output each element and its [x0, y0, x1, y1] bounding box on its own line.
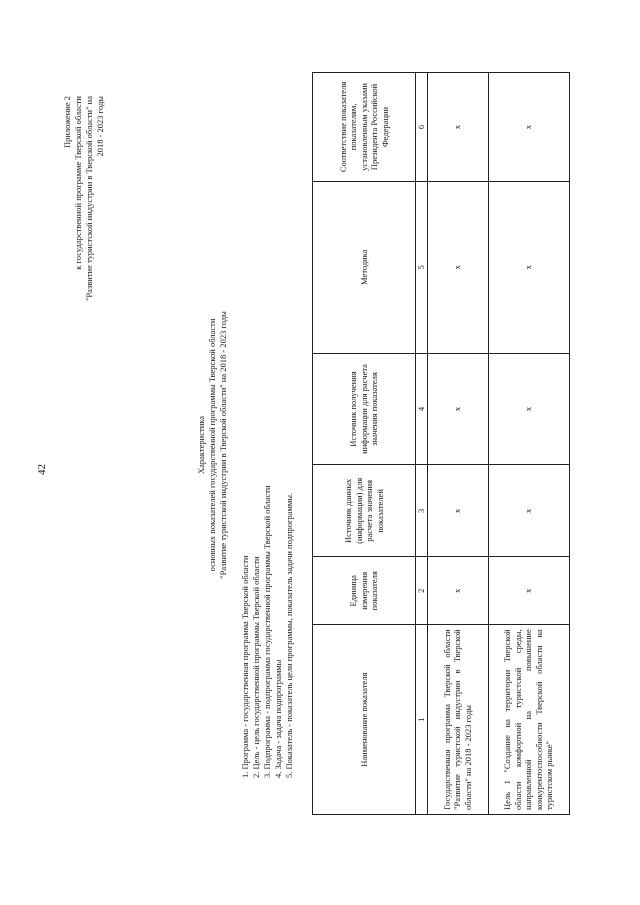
indicators-table	[312, 72, 570, 815]
page-number: 42	[36, 464, 48, 475]
column-number: 2	[416, 557, 428, 625]
definition-item: 2. Цель - цель государственной программы Тверской области	[251, 556, 261, 778]
appendix-line: "Развитие туристской индустрии в Тверской области" на	[84, 96, 94, 302]
table-header-row	[313, 73, 416, 815]
column-number: 1	[416, 625, 428, 815]
definition-item: 3. Подпрограмма - подпрограмма государственной программы Тверской области	[262, 485, 272, 778]
table-row	[488, 73, 569, 815]
title-line: "Развитие туристской индустрии в Тверской области" на 2018 - 2023 годы	[218, 311, 228, 579]
table-cell: x	[427, 181, 488, 353]
definition-item: 4. Задача - задача подпрограммы	[273, 659, 283, 778]
title-line: Характеристика	[196, 415, 206, 475]
column-number: 4	[416, 353, 428, 465]
definitions-list	[240, 298, 295, 778]
table-cell: x	[488, 557, 569, 625]
column-number: 6	[416, 73, 428, 182]
table-cell: x	[427, 353, 488, 465]
appendix-line: к государственной программе Тверской области	[73, 96, 83, 270]
table-cell: x	[488, 353, 569, 465]
indicator-name-cell: Цель 1 "Создание на территории Тверской области комфортной туристской среды, направленной на повышение конкурентоспособности Тверской области на туристском рынке"	[488, 625, 569, 815]
column-number: 3	[416, 465, 428, 557]
column-number: 5	[416, 181, 428, 353]
appendix-line: 2018 - 2023 годы	[95, 96, 105, 157]
table-cell: x	[427, 73, 488, 182]
header-unit: Единица измерения показателя	[313, 557, 416, 625]
header-presidential-decree: Соответствие показателя показателям, установленным указами Президента Российской Федерации	[313, 73, 416, 182]
table-cell: x	[488, 181, 569, 353]
appendix-note	[62, 96, 106, 396]
definition-item: 1. Программа - государственная программа Тверской области	[240, 555, 250, 778]
table-cell: x	[488, 73, 569, 182]
document-title	[196, 285, 229, 605]
table-cell: x	[488, 465, 569, 557]
header-indicator-name: Наименование показателя	[313, 625, 416, 815]
header-info-source: Источник получения информации для расчета значения показателя	[313, 353, 416, 465]
column-number-row	[416, 73, 428, 815]
title-line: основных показателей государственной программы Тверской области	[207, 318, 217, 572]
table-row	[427, 73, 488, 815]
definition-item: 5. Показатель - показатель цели программы, показатель задачи подпрограммы.	[284, 492, 294, 778]
header-data-source: Источник данных (информации) для расчета значения показателей	[313, 465, 416, 557]
indicator-name-cell: Государственная программа Тверской области "Развитие туристской индустрии в Тверской области" на 2018 - 2023 годы	[427, 625, 488, 815]
header-methodology: Методика	[313, 181, 416, 353]
table-cell: x	[427, 465, 488, 557]
appendix-line: Приложение 2	[62, 96, 72, 148]
table-cell: x	[427, 557, 488, 625]
